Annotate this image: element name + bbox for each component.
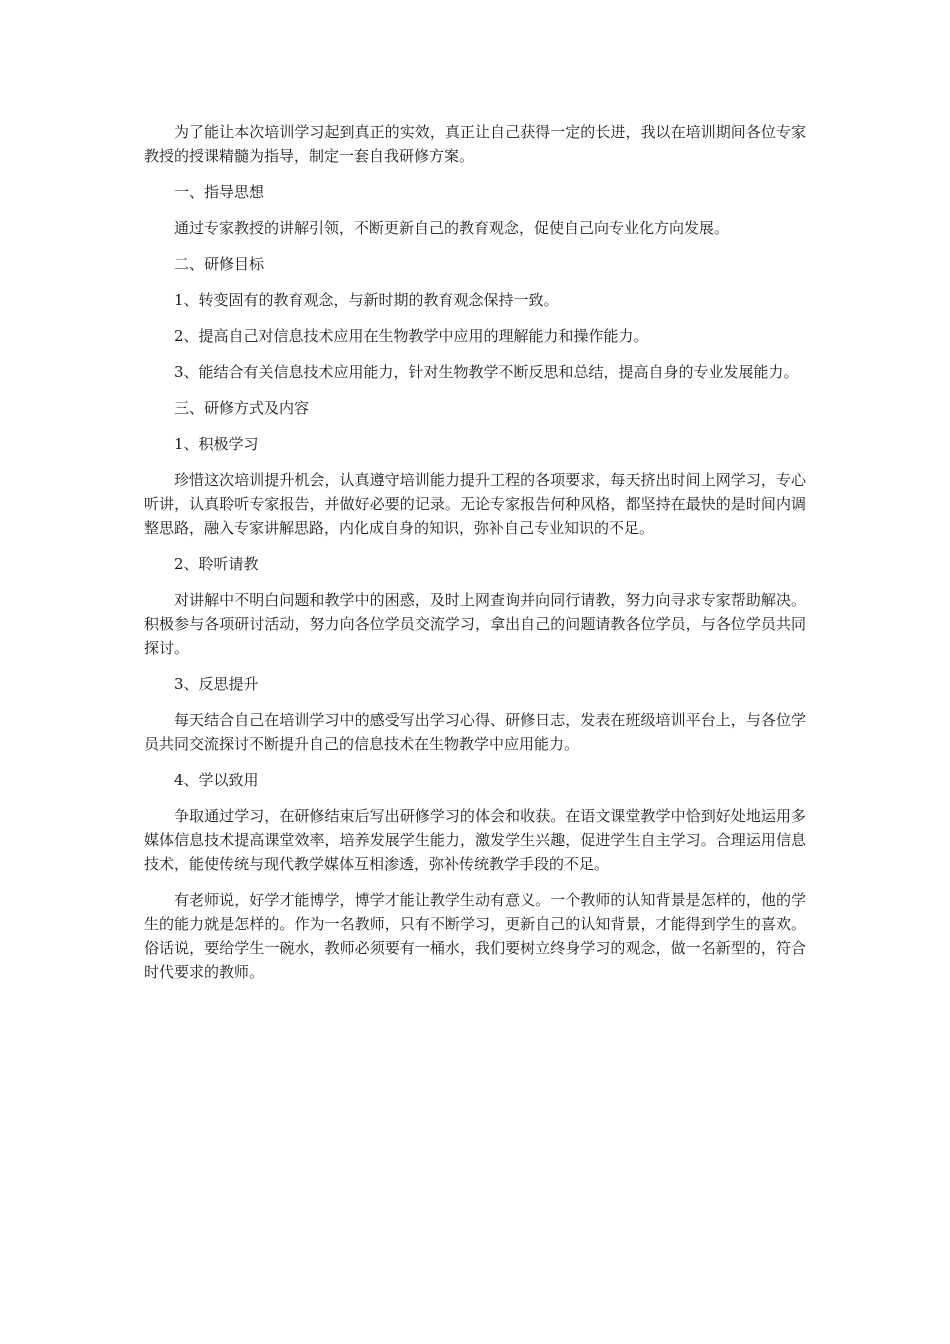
reflect-paragraph: 每天结合自己在培训学习中的感受写出学习心得、研修日志，发表在班级培训平台上，与各位学员共同交流探讨不断提升自己的信息技术在生物教学中应用能力。 <box>144 711 806 753</box>
listen-ask-paragraph: 对讲解中不明白问题和教学中的困惑，及时上网查询并向同行请教，努力向寻求专家帮助解决。积极参与各项研讨活动，努力向各位学员交流学习，拿出自己的问题请教各位学员，与各位学员共同探讨。 <box>144 591 806 657</box>
section-heading-goals: 二、研修目标 <box>174 255 265 273</box>
goal-item-2: 2、提高自己对信息技术应用在生物教学中应用的理解能力和操作能力。 <box>174 327 649 345</box>
section-heading-methods: 三、研修方式及内容 <box>174 399 310 417</box>
goal-item-3: 3、能结合有关信息技术应用能力，针对生物教学不断反思和总结，提高自身的专业发展能力。 <box>174 363 799 381</box>
section-heading-guiding-idea: 一、指导思想 <box>174 183 265 201</box>
intro-paragraph: 为了能让本次培训学习起到真正的实效，真正让自己获得一定的长进，我以在培训期间各位专家教授的授课精髓为指导，制定一套自我研修方案。 <box>144 123 806 165</box>
goal-item-1: 1、转变固有的教育观念，与新时期的教育观念保持一致。 <box>174 291 559 309</box>
active-learning-paragraph: 珍惜这次培训提升机会，认真遵守培训能力提升工程的各项要求，每天挤出时间上网学习，专心听讲，认真聆听专家报告，并做好必要的记录。无论专家报告何种风格，都坚持在最快的是时间内调整思路，融入专家讲解思路，内化成自身的知识，弥补自己专业知识的不足。 <box>144 471 806 537</box>
subheading-listen-ask: 2、聆听请教 <box>174 555 259 573</box>
document-body <box>144 120 806 996</box>
closing-paragraph: 有老师说，好学才能博学，博学才能让教学生动有意义。一个教师的认知背景是怎样的，他的学生的能力就是怎样的。作为一名教师，只有不断学习，更新自己的认知背景，才能得到学生的喜欢。俗话说，要给学生一碗水，教师必须要有一桶水，我们要树立终身学习的观念，做一名新型的，符合时代要求的教师。 <box>144 891 806 981</box>
apply-paragraph: 争取通过学习，在研修结束后写出研修学习的体会和收获。在语文课堂教学中恰到好处地运用多媒体信息技术提高课堂效率，培养发展学生能力，激发学生兴趣，促进学生自主学习。合理运用信息技术，能使传统与现代教学媒体互相渗透，弥补传统教学手段的不足。 <box>144 807 806 873</box>
subheading-reflect: 3、反思提升 <box>174 675 259 693</box>
guiding-idea-paragraph: 通过专家教授的讲解引领，不断更新自己的教育观念，促使自己向专业化方向发展。 <box>174 219 730 237</box>
subheading-active-learning: 1、积极学习 <box>174 435 259 453</box>
subheading-apply: 4、学以致用 <box>174 771 259 789</box>
